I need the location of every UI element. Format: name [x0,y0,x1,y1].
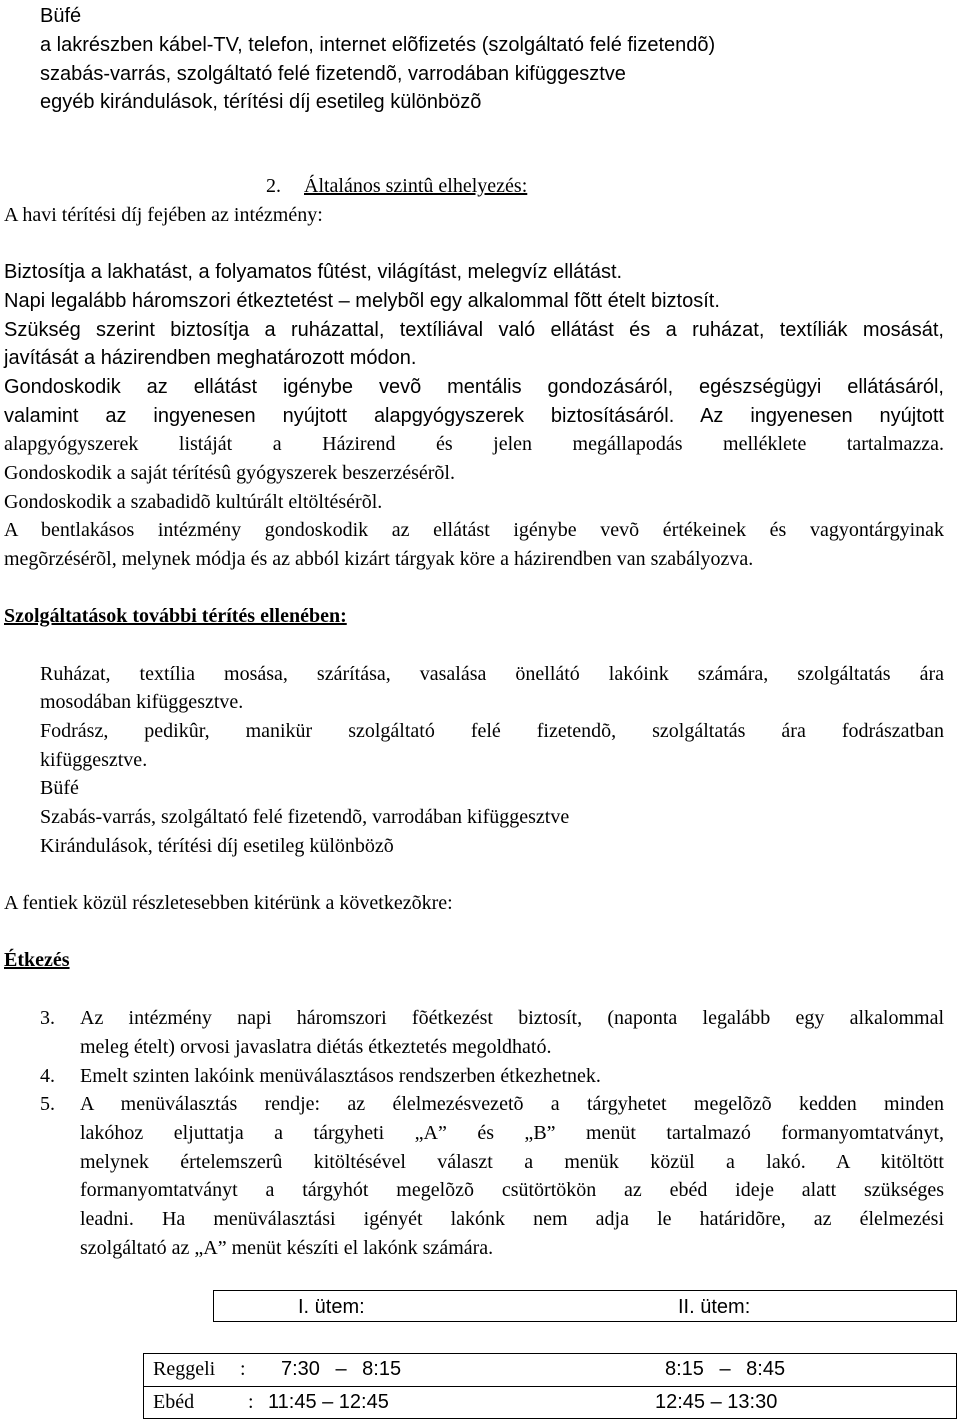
body-line: megõrzésérõl, melynek módja és az abból kizárt tárgyak köre a házirendben van szabályozva. [4,548,754,570]
service-line: Szabás-varrás, szolgáltató felé fizetendõ, varrodában kifüggesztve [40,806,570,828]
list-line: szolgáltató az „A” menüt készíti el lakónk számára. [80,1237,494,1259]
service-line: kifüggesztve. [40,749,148,771]
meal-separator: : [248,1391,254,1413]
phase-2-time: 12:45 – 13:30 [655,1391,778,1413]
body-line: Gondoskodik az ellátást igénybe vevõ mentális gondozásáról, egészségügyi ellátásáról, [4,376,944,398]
row-divider [144,1386,956,1387]
body-line: A bentlakásos intézmény gondoskodik az ellátást igénybe vevõ értékeinek és vagyontárgyinak [4,519,944,541]
body-line: Biztosítja a lakhatást, a folyamatos fûtést, világítást, melegvíz ellátást. [4,261,623,283]
service-line: Kirándulások, térítési díj esetileg különbözõ [40,835,394,857]
body-line: alapgyógyszerek listáját a Házirend és jelen megállapodás melléklete tartalmazza. [4,433,944,455]
phase-1-time: 11:45 – 12:45 [268,1391,389,1413]
body-line: Gondoskodik a szabadidõ kultúrált eltöltésérõl. [4,491,383,513]
intro-item: a lakrészben kábel-TV, telefon, internet elõfizetés (szolgáltató felé fizetendõ) [40,34,716,56]
phase-2-label: II. ütem: [678,1296,751,1318]
intro-item: szabás-varrás, szolgáltató felé fizetendõ, varrodában kifüggesztve [40,63,626,85]
meals-heading: Étkezés [4,949,70,971]
intro-item: egyéb kirándulások, térítési díj esetileg különbözõ [40,91,482,113]
service-line: Fodrász, pedikûr, manikür szolgáltató felé fizetendõ, szolgáltatás ára fodrászatban [40,720,944,742]
intro-item: Büfé [40,5,82,27]
section-heading: Általános szintû elhelyezés: [304,175,528,197]
detail-intro: A fentiek közül részletesebben kitérünk a következõkre: [4,892,453,914]
services-heading: Szolgáltatások további térítés ellenében: [4,605,347,627]
list-line: melynek értelemszerû kitöltésével választ a menük közül a lakó. A kitöltött [80,1151,944,1173]
list-line: Az intézmény napi háromszori fõétkezést biztosít, (naponta legalább egy alkalommal [80,1007,944,1029]
service-line: Ruházat, textília mosása, szárítása, vasalása önellátó lakóink számára, szolgáltatás ára [40,663,944,685]
phase-1-time: 7:30 – 8:15 [281,1358,402,1380]
section-number: 2. [266,175,281,197]
list-number: 3. [40,1007,55,1029]
service-line: mosodában kifüggesztve. [40,691,244,713]
meal-name: Ebéd [153,1391,195,1413]
body-line: Szükség szerint biztosítja a ruházattal, textíliával való ellátást és a ruházat, textíliák mosását, [4,319,944,341]
service-line: Büfé [40,777,79,799]
list-number: 5. [40,1093,55,1115]
meal-name: Reggeli [153,1358,216,1380]
body-line: Gondoskodik a saját térítésû gyógyszerek beszerzésérõl. [4,462,455,484]
meal-separator: : [240,1358,246,1380]
list-line: Emelt szinten lakóink menüválasztásos rendszerben étkezhetnek. [80,1065,601,1087]
body-line: javítását a házirendben meghatározott módon. [4,347,417,369]
list-line: leadni. Ha menüválasztási igényét lakónk nem adja le határidõre, az élelmezési [80,1208,944,1230]
schedule-header-box [213,1290,957,1322]
list-line: lakóhoz eljuttatja a tárgyheti „A” és „B” menüt tartalmazó formanyomtatványt, [80,1122,944,1144]
body-line: valamint az ingyenesen nyújtott alapgyógyszerek biztosításáról. Az ingyenesen nyújtott [4,405,944,427]
list-line: meleg ételt) orvosi javaslatra diétás étkeztetés megoldható. [80,1036,552,1058]
phase-2-time: 8:15 – 8:45 [665,1358,786,1380]
list-line: formanyomtatványt a tárgyhót megelõzõ csütörtökön az ebéd ideje alatt szükséges [80,1179,944,1201]
list-number: 4. [40,1065,55,1087]
section-lead: A havi térítési díj fejében az intézmény: [4,204,323,226]
list-line: A menüválasztás rendje: az élelmezésvezetõ a tárgyhetet megelõzõ kedden minden [80,1093,944,1115]
schedule-table [143,1353,957,1419]
phase-1-label: I. ütem: [298,1296,365,1318]
body-line: Napi legalább háromszori étkeztetést – melybõl egy alkalommal fõtt ételt biztosít. [4,290,720,312]
